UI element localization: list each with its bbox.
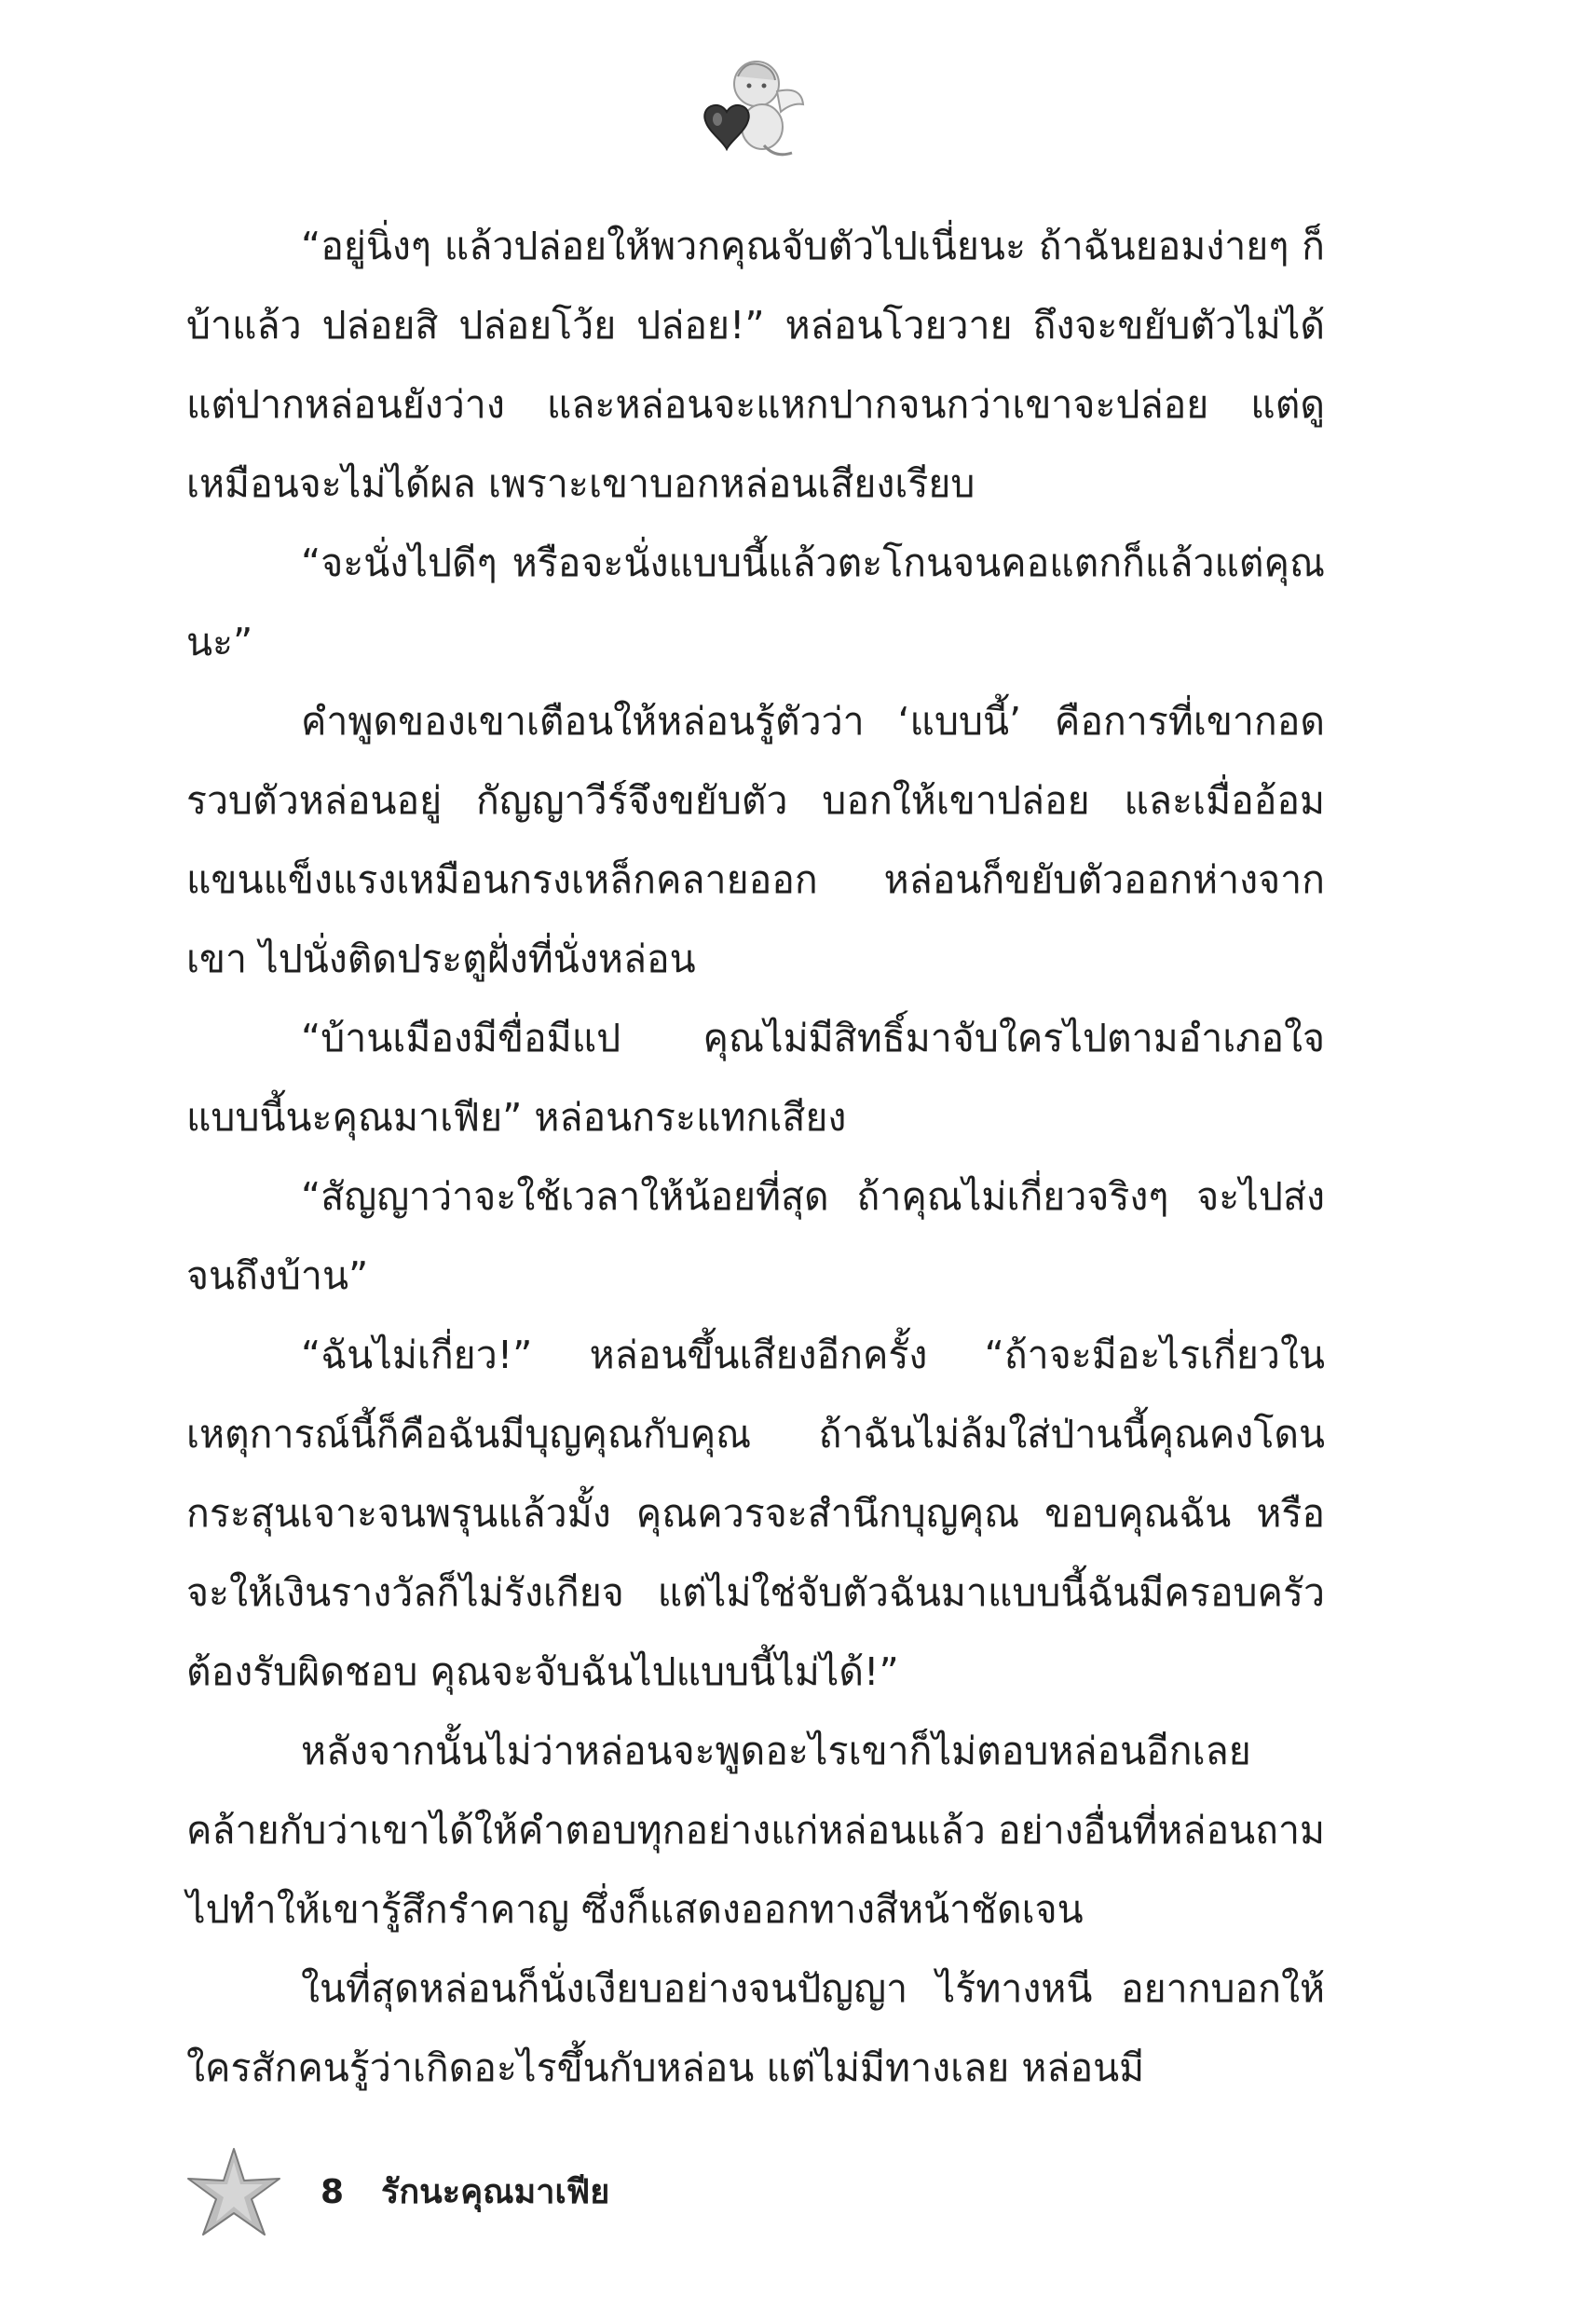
paragraph: “จะนั่งไปดีๆ หรือจะนั่งแบบนี้แล้วตะโกนจนคอแตกก็แล้วแต่คุณนะ” bbox=[186, 540, 1325, 664]
body-text bbox=[186, 207, 1325, 2108]
book-title: รักนะคุณมาเฟีย bbox=[381, 2173, 610, 2211]
paragraph: คำพูดของเขาเตือนให้หล่อนรู้ตัวว่า ‘แบบนี้’ คือการที่เขากอดรวบตัวหล่อนอยู่ กัญญาวีร์จึงขยับตัว บอกให้เขาปล่อย และเมื่ออ้อมแขนแข็งแรงเหมือนกรงเหล็กคลายออก หล่อนก็ขยับตัวออกห่างจากเขา ไปนั่งติดประตูฝั่งที่นั่งหล่อน bbox=[186, 699, 1325, 981]
paragraph: “อยู่นิ่งๆ แล้วปล่อยให้พวกคุณจับตัวไปเนี่ยนะ ถ้าฉันยอมง่ายๆ ก็บ้าแล้ว ปล่อยสิ ปล่อยโว้ย ปล่อย!” หล่อนโวยวาย ถึงจะขยับตัวไม่ได้ แต่ปากหล่อนยังว่าง และหล่อนจะแหกปากจนกว่าเขาจะปล่อย แต่ดูเหมือนจะไม่ได้ผล เพราะเขาบอกหล่อนเสียงเรียบ bbox=[186, 224, 1325, 506]
page-footer bbox=[183, 2143, 742, 2246]
starfish-icon bbox=[183, 2143, 285, 2246]
paragraph: หลังจากนั้นไม่ว่าหล่อนจะพูดอะไรเขาก็ไม่ตอบหล่อนอีกเลยคล้ายกับว่าเขาได้ให้คำตอบทุกอย่างแก่หล่อนแล้ว อย่างอื่นที่หล่อนถามไปทำให้เขารู้สึกรำคาญ ซึ่งก็แสดงออกทางสีหน้าชัดเจน bbox=[186, 1729, 1325, 1932]
page-number: 8 bbox=[321, 2173, 345, 2211]
paragraph: “บ้านเมืองมีขื่อมีแป คุณไม่มีสิทธิ์มาจับใครไปตามอำเภอใจแบบนี้นะคุณมาเฟีย” หล่อนกระแทกเสียง bbox=[186, 1016, 1325, 1140]
paragraph: ในที่สุดหล่อนก็นั่งเงียบอย่างจนปัญญา ไร้ทางหนี อยากบอกให้ใครสักคนรู้ว่าเกิดอะไรขึ้นกับหล่อน แต่ไม่มีทางเลย หล่อนมี bbox=[186, 1966, 1325, 2090]
paragraph: “ฉันไม่เกี่ยว!” หล่อนขึ้นเสียงอีกครั้ง “ถ้าจะมีอะไรเกี่ยวในเหตุการณ์นี้ก็คือฉันมีบุญคุณกับคุณ ถ้าฉันไม่ล้มใส่ป่านนี้คุณคงโดนกระสุนเจาะจนพรุนแล้วมั้ง คุณควรจะสำนึกบุญคุณ ขอบคุณฉัน หรือจะให้เงินรางวัลก็ไม่รังเกียจ แต่ไม่ใช่จับตัวฉันมาแบบนี้ฉันมีครอบครัวต้องรับผิดชอบ คุณจะจับฉันไปแบบนี้ไม่ได้!” bbox=[186, 1333, 1325, 1694]
paragraph: “สัญญาว่าจะใช้เวลาให้น้อยที่สุด ถ้าคุณไม่เกี่ยวจริงๆ จะไปส่งจนถึงบ้าน” bbox=[186, 1174, 1325, 1298]
cherub-with-heart-icon bbox=[689, 54, 811, 166]
